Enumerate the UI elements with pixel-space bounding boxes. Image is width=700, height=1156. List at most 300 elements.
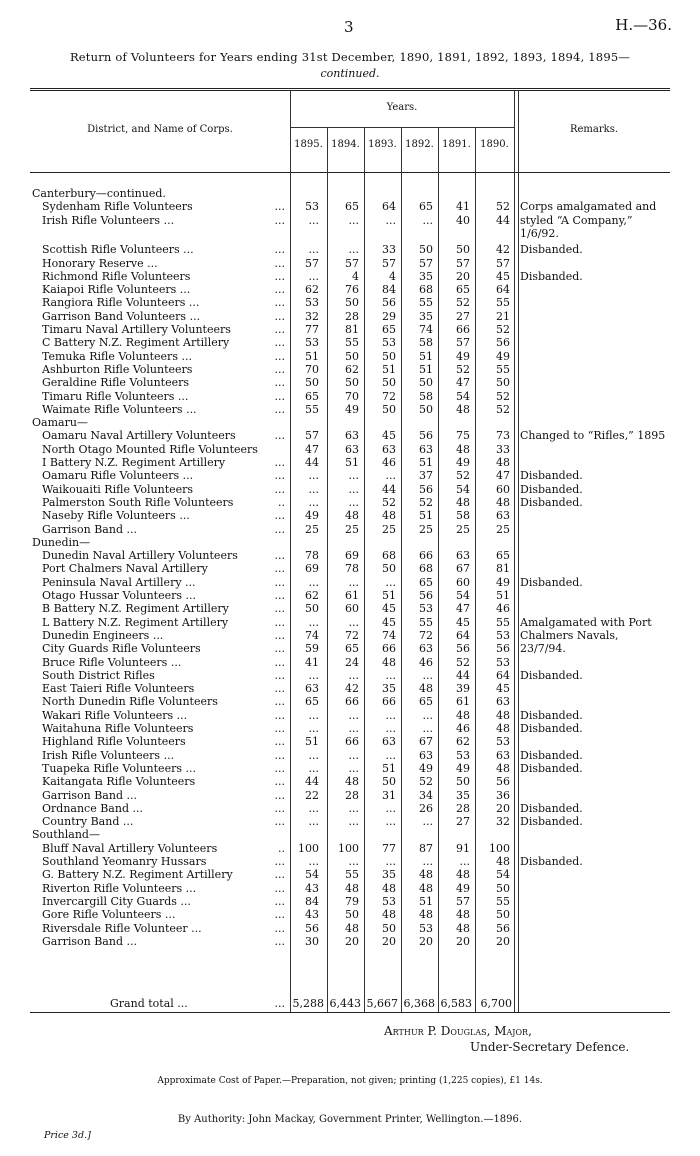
year-value: 52 — [456, 469, 470, 483]
year-value: 61 — [456, 695, 470, 709]
corps-name: Bruce Rifle Volunteers ... — [42, 655, 182, 669]
year-value: 66 — [345, 695, 359, 709]
corps-name: Dunedin Engineers ... — [42, 628, 164, 642]
year-value: ... — [385, 801, 396, 815]
year-value: 56 — [496, 336, 510, 350]
year-value: ... — [422, 815, 433, 829]
leader-dots: ... — [274, 243, 285, 257]
table-row — [30, 909, 670, 921]
year-value: 51 — [496, 589, 510, 602]
table-row — [30, 324, 670, 336]
year-value: ... — [308, 815, 319, 829]
leader-dots: ... — [274, 748, 285, 762]
corps-name: Garrison Band ... — [42, 522, 137, 536]
year-value: 57 — [345, 256, 359, 270]
table-row — [30, 550, 670, 562]
year-value: 25 — [305, 522, 319, 536]
leader-dots: ... — [274, 575, 285, 589]
table-row — [30, 271, 670, 283]
leader-dots: ... — [274, 735, 285, 749]
year-value: 65 — [305, 389, 319, 403]
year-value: ... — [348, 761, 359, 775]
year-value: ... — [385, 855, 396, 868]
header-years: Years. — [386, 102, 418, 113]
cost-note: Approximate Cost of Paper.—Preparation, not given; printing (1,225 copies), £1 14s. — [157, 1076, 543, 1086]
table-row — [30, 710, 670, 722]
year-value: 44 — [456, 668, 470, 682]
year-value: 25 — [496, 522, 510, 536]
year-value: 35 — [419, 269, 433, 283]
year-value: 54 — [456, 482, 470, 496]
year-value: 57 — [456, 256, 470, 270]
year-value: 51 — [419, 456, 433, 469]
table-row — [30, 497, 670, 509]
corps-name: Scottish Rifle Volunteers ... — [42, 243, 194, 257]
table-top-rule-2 — [30, 90, 670, 91]
year-value: 57 — [456, 894, 470, 908]
year-value: 53 — [496, 628, 510, 642]
year-value: 63 — [496, 748, 510, 762]
year-value: 65 — [419, 695, 433, 709]
year-value: 70 — [305, 362, 319, 376]
year-value: 32 — [305, 309, 319, 323]
year-value: 56 — [496, 775, 510, 789]
year-value: ... — [348, 213, 359, 227]
year-value: 55 — [419, 615, 433, 629]
year-value: 45 — [456, 615, 470, 629]
grand-total-label: Grand total ... — [110, 997, 188, 1010]
table-row — [30, 284, 670, 296]
leader-dots: ... — [274, 323, 285, 336]
table-row — [30, 723, 670, 735]
table-row — [30, 430, 670, 442]
header-remarks: Remarks. — [569, 124, 619, 135]
corps-name: Otago Hussar Volunteers ... — [42, 589, 197, 602]
year-value: 50 — [456, 243, 470, 257]
leader-dots: ... — [274, 200, 285, 214]
year-value: ... — [385, 722, 396, 735]
year-value: 49 — [496, 575, 510, 589]
leader-dots: ... — [274, 549, 285, 563]
remark: 23/7/94. — [520, 642, 566, 656]
table-row — [30, 577, 670, 589]
year-value: 48 — [456, 708, 470, 722]
remark: Disbanded. — [520, 495, 583, 509]
remark: Disbanded. — [520, 855, 583, 868]
year-value: 51 — [419, 509, 433, 523]
year-value: 46 — [419, 655, 433, 669]
corps-name: South District Rifles — [42, 668, 155, 682]
year-value: ... — [422, 722, 433, 735]
header-bottom-rule — [30, 172, 670, 173]
year-value: 50 — [345, 908, 359, 922]
year-value: ... — [422, 855, 433, 868]
year-value: 77 — [382, 841, 396, 855]
year-value: 51 — [305, 349, 319, 363]
year-value: 48 — [419, 682, 433, 696]
table-row — [30, 391, 670, 403]
leader-dots: ... — [274, 655, 285, 669]
year-value: 48 — [496, 722, 510, 735]
year-value: 46 — [496, 602, 510, 616]
year-value: 44 — [305, 456, 319, 469]
year-value: 50 — [496, 376, 510, 390]
year-value: 70 — [345, 389, 359, 403]
leader-dots: ... — [274, 429, 285, 443]
remark: Changed to “Rifles,” 1895 — [520, 429, 666, 443]
corps-name: Gore Rifle Volunteers ... — [42, 908, 176, 922]
corps-name: Irish Rifle Volunteers ... — [42, 748, 175, 762]
year-value: 65 — [419, 575, 433, 589]
corps-name: I Battery N.Z. Regiment Artillery — [42, 456, 226, 469]
corps-name: Southland Yeomanry Hussars — [42, 855, 207, 868]
year-value: 4 — [389, 269, 396, 283]
year-value: ... — [308, 761, 319, 775]
leader-dots: ... — [274, 349, 285, 363]
year-value: ... — [308, 668, 319, 682]
year-value: 59 — [305, 642, 319, 656]
year-value: 55 — [496, 296, 510, 310]
remark: Chalmers Navals, — [520, 628, 619, 642]
year-value: 35 — [419, 309, 433, 323]
year-value: 81 — [496, 562, 510, 576]
year-value: ... — [308, 855, 319, 868]
document-ref: H.—36. — [615, 16, 672, 34]
corps-name: Ashburton Rifle Volunteers — [42, 362, 193, 376]
leader-dots: ... — [274, 761, 285, 775]
year-value: 52 — [496, 200, 510, 214]
year-value: 49 — [456, 881, 470, 895]
corps-name: Richmond Rifle Volunteers — [42, 269, 191, 283]
leader-dots: ... — [274, 695, 285, 709]
remark: styled “A Company,” — [520, 213, 633, 227]
year-value: 28 — [456, 801, 470, 815]
year-value: 20 — [456, 269, 470, 283]
leader-dots: ... — [274, 522, 285, 536]
year-value: 37 — [419, 469, 433, 483]
table-bottom-rule — [30, 1012, 670, 1013]
table-row — [30, 683, 670, 695]
remark: Disbanded. — [520, 761, 583, 775]
year-value: 39 — [456, 682, 470, 696]
year-value: 54 — [305, 868, 319, 882]
year-value: 50 — [419, 376, 433, 390]
year-value: 63 — [345, 442, 359, 456]
table-row — [30, 617, 670, 629]
year-value: 65 — [345, 200, 359, 214]
year-value: 64 — [496, 283, 510, 297]
leader-dots: ... — [274, 868, 285, 882]
year-value: 25 — [345, 522, 359, 536]
table-row — [30, 883, 670, 895]
year-value: 58 — [456, 509, 470, 523]
corps-name: Kaiapoi Rifle Volunteers ... — [42, 283, 191, 297]
year-value: 76 — [345, 283, 359, 297]
leader-dots: ... — [274, 615, 285, 629]
year-value: 52 — [456, 296, 470, 310]
year-value: 68 — [419, 283, 433, 297]
year-value: 46 — [456, 722, 470, 735]
year-value: 53 — [305, 200, 319, 214]
corps-name: Bluff Naval Artillery Volunteers — [42, 841, 218, 855]
year-value: 64 — [382, 200, 396, 214]
year-value: ... — [348, 748, 359, 762]
table-row — [30, 337, 670, 349]
corps-name: Naseby Rifle Volunteers ... — [42, 509, 190, 523]
year-value: 48 — [496, 708, 510, 722]
corps-name: Wakari Rifle Volunteers ... — [42, 708, 188, 722]
table-row — [30, 377, 670, 389]
table-row — [30, 776, 670, 788]
year-value: 56 — [419, 482, 433, 496]
remark: Disbanded. — [520, 482, 583, 496]
year-value: 66 — [382, 642, 396, 656]
total-1892: 6,368 — [403, 997, 435, 1010]
year-value: 45 — [382, 429, 396, 443]
section-name: Dunedin— — [32, 535, 91, 549]
year-value: 28 — [345, 309, 359, 323]
year-value: 65 — [305, 695, 319, 709]
table-row — [30, 311, 670, 323]
table-row — [30, 603, 670, 615]
year-value: 63 — [345, 429, 359, 443]
leader-dots: ... — [274, 855, 285, 868]
year-value: ... — [308, 495, 319, 509]
year-value: 49 — [456, 761, 470, 775]
year-value: 53 — [456, 748, 470, 762]
year-value: 48 — [496, 495, 510, 509]
year-value: 63 — [496, 695, 510, 709]
year-value: 36 — [496, 788, 510, 802]
corps-name: Irish Rifle Volunteers ... — [42, 213, 175, 227]
year-value: 20 — [345, 934, 359, 948]
year-value: 55 — [305, 402, 319, 416]
year-value: 51 — [305, 735, 319, 749]
year-value: 58 — [419, 336, 433, 350]
table-row — [30, 351, 670, 363]
year-value: 48 — [456, 868, 470, 882]
year-value: 35 — [456, 788, 470, 802]
year-value: 52 — [456, 362, 470, 376]
corps-name: Highland Rifle Volunteers — [42, 735, 186, 749]
year-value: 55 — [496, 615, 510, 629]
year-value: 50 — [345, 376, 359, 390]
year-value: 31 — [382, 788, 396, 802]
year-value: 63 — [496, 509, 510, 523]
year-value: 25 — [382, 522, 396, 536]
year-value: 48 — [382, 509, 396, 523]
remark: Disbanded. — [520, 722, 583, 735]
corps-name: Waikouaiti Rifle Volunteers — [42, 482, 194, 496]
year-value: 48 — [345, 921, 359, 935]
corps-name: Tuapeka Rifle Volunteers ... — [42, 761, 196, 775]
year-value: ... — [348, 801, 359, 815]
year-value: 64 — [496, 668, 510, 682]
corps-name: Port Chalmers Naval Artillery — [42, 562, 208, 576]
leader-dots: ... — [274, 668, 285, 682]
section-name: Southland— — [32, 828, 100, 842]
corps-name: Palmerston South Rifle Volunteers — [42, 495, 234, 509]
year-value: 32 — [496, 815, 510, 829]
section-heading-row — [30, 188, 670, 200]
leader-dots: ... — [274, 362, 285, 376]
table-row — [30, 215, 670, 227]
year-value: 20 — [496, 801, 510, 815]
remark: Disbanded. — [520, 801, 583, 815]
year-value: 84 — [382, 283, 396, 297]
year-value: 52 — [496, 323, 510, 336]
year-value: 63 — [419, 642, 433, 656]
corps-name: Timaru Rifle Volunteers ... — [42, 389, 189, 403]
year-value: 74 — [419, 323, 433, 336]
year-value: 61 — [345, 589, 359, 602]
corps-name: Oamaru Naval Artillery Volunteers — [42, 429, 236, 443]
year-value: 45 — [382, 602, 396, 616]
corps-name: Temuka Rifle Volunteers ... — [42, 349, 192, 363]
year-value: 50 — [345, 296, 359, 310]
remark: Disbanded. — [520, 815, 583, 829]
year-value: 33 — [496, 442, 510, 456]
corps-name: Kaitangata Rifle Volunteers — [42, 775, 196, 789]
remark: Disbanded. — [520, 708, 583, 722]
year-value: 50 — [382, 376, 396, 390]
year-value: 49 — [305, 509, 319, 523]
year-value: 51 — [382, 761, 396, 775]
year-value: ... — [308, 269, 319, 283]
year-value: 75 — [456, 429, 470, 443]
year-value: 56 — [305, 921, 319, 935]
year-value: 57 — [419, 256, 433, 270]
remark: Disbanded. — [520, 575, 583, 589]
year-value: 25 — [456, 522, 470, 536]
year-value: 57 — [305, 256, 319, 270]
year-value: ... — [308, 469, 319, 483]
year-value: 47 — [456, 376, 470, 390]
leader-dots: ... — [274, 589, 285, 602]
years-subrule — [290, 127, 514, 128]
year-value: 52 — [382, 495, 396, 509]
corps-name: Rangiora Rifle Volunteers ... — [42, 296, 200, 310]
year-value: ... — [385, 668, 396, 682]
corps-name: Riversdale Rifle Volunteer ... — [42, 921, 202, 935]
year-value: ... — [308, 615, 319, 629]
remark: Disbanded. — [520, 668, 583, 682]
year-value: 35 — [382, 868, 396, 882]
year-value: 66 — [382, 695, 396, 709]
year-value: 49 — [496, 349, 510, 363]
corps-name: North Dunedin Rifle Volunteers — [42, 695, 218, 709]
year-value: 52 — [419, 775, 433, 789]
year-value: 48 — [456, 495, 470, 509]
total-1894: 6,443 — [329, 997, 361, 1010]
remark: Disbanded. — [520, 748, 583, 762]
leader-dots: ... — [274, 256, 285, 270]
corps-name: Timaru Naval Artillery Volunteers — [42, 323, 231, 336]
year-value: ... — [348, 815, 359, 829]
year-value: 49 — [345, 402, 359, 416]
header-year-1890: 1890. — [480, 139, 509, 150]
year-value: 53 — [496, 735, 510, 749]
year-value: 56 — [496, 921, 510, 935]
year-value: 50 — [456, 775, 470, 789]
year-value: 27 — [456, 815, 470, 829]
year-value: 53 — [419, 921, 433, 935]
year-value: 48 — [419, 908, 433, 922]
year-value: ... — [348, 243, 359, 257]
year-value: 50 — [496, 881, 510, 895]
year-value: ... — [422, 668, 433, 682]
leader-dots: ... — [274, 376, 285, 390]
section-heading-row — [30, 417, 670, 429]
year-value: 56 — [456, 642, 470, 656]
year-value: ... — [385, 748, 396, 762]
year-value: 45 — [382, 615, 396, 629]
leader-dots: ... — [274, 456, 285, 469]
leader-dots: ... — [274, 389, 285, 403]
table-row — [30, 936, 670, 948]
year-value: 100 — [298, 841, 319, 855]
table-row — [30, 201, 670, 213]
corps-name: C Battery N.Z. Regiment Artillery — [42, 336, 230, 350]
year-value: 50 — [305, 376, 319, 390]
year-value: 55 — [496, 894, 510, 908]
corps-name: Waimate Rifle Volunteers ... — [42, 402, 197, 416]
year-value: 67 — [419, 735, 433, 749]
year-value: 53 — [496, 655, 510, 669]
year-value: 50 — [496, 908, 510, 922]
year-value: ... — [385, 575, 396, 589]
remark: 1/6/92. — [520, 226, 559, 240]
year-value: 72 — [382, 389, 396, 403]
year-value: 84 — [305, 894, 319, 908]
year-value: 63 — [382, 442, 396, 456]
year-value: 72 — [419, 628, 433, 642]
leader-dots: ... — [274, 708, 285, 722]
leader-dots: .. — [278, 841, 285, 855]
table-row — [30, 630, 670, 642]
year-value: ... — [385, 213, 396, 227]
table-row — [30, 790, 670, 802]
year-value: 60 — [496, 482, 510, 496]
year-value: 50 — [382, 562, 396, 576]
year-value: 47 — [305, 442, 319, 456]
table-row — [30, 457, 670, 469]
corps-name: Garrison Band ... — [42, 788, 137, 802]
year-value: 27 — [456, 309, 470, 323]
year-value: 53 — [382, 894, 396, 908]
year-value: 50 — [419, 402, 433, 416]
leader-dots: ... — [274, 336, 285, 350]
year-value: 55 — [345, 336, 359, 350]
year-value: 50 — [419, 243, 433, 257]
year-value: 66 — [345, 735, 359, 749]
corps-name: Garrison Band ... — [42, 934, 137, 948]
year-value: 55 — [419, 296, 433, 310]
year-value: 57 — [305, 429, 319, 443]
year-value: 50 — [345, 349, 359, 363]
year-value: 48 — [345, 775, 359, 789]
header-year-1893: 1893. — [368, 139, 397, 150]
leader-dots: ... — [274, 682, 285, 696]
year-value: 52 — [496, 389, 510, 403]
corps-name: Dunedin Naval Artillery Volunteers — [42, 549, 238, 563]
year-value: 54 — [456, 389, 470, 403]
section-name: Oamaru— — [32, 416, 88, 430]
remark: Disbanded. — [520, 243, 583, 257]
year-value: 53 — [419, 602, 433, 616]
year-value: 65 — [496, 549, 510, 563]
table-top-rule — [30, 88, 670, 89]
